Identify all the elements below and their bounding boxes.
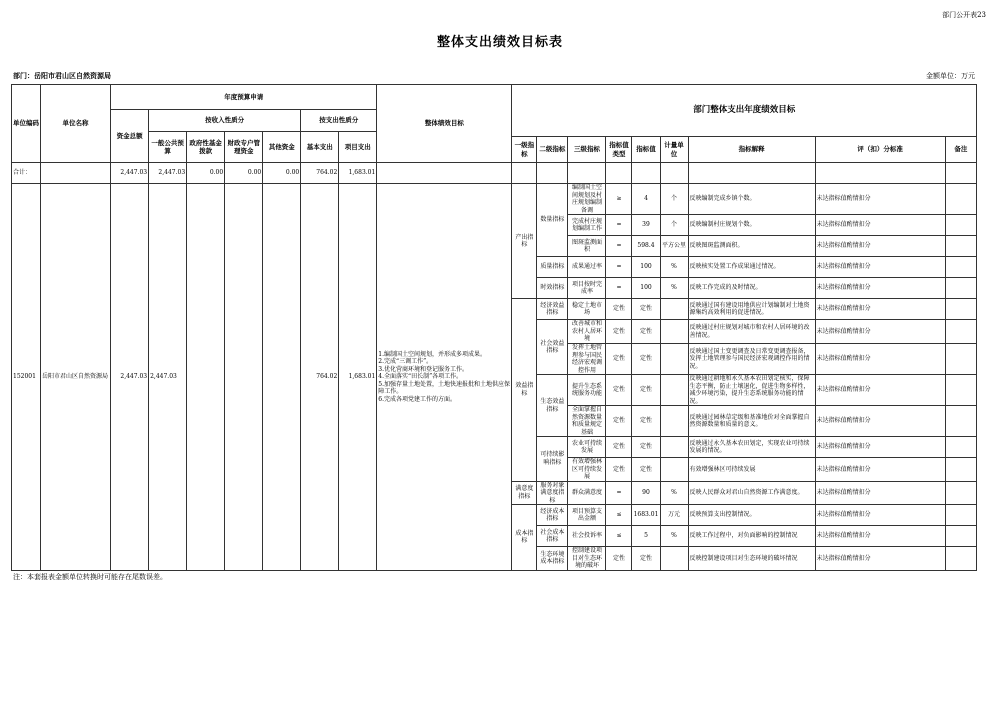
type-cell: ≤ xyxy=(606,526,632,547)
value-cell: 39 xyxy=(632,215,660,236)
l2-timeliness: 时效指标 xyxy=(537,278,568,299)
amount-unit-label: 金额单位：万元 xyxy=(926,72,975,80)
remark-cell xyxy=(945,236,976,257)
explanation-cell: 反映工作完成的及时情况。 xyxy=(688,278,815,299)
unit-cell: 个 xyxy=(660,215,688,236)
l1-benefit: 效益指标 xyxy=(512,299,537,482)
col-fiscal-special: 财政专户管理资金 xyxy=(225,132,263,163)
type-cell: ≥ xyxy=(606,184,632,215)
col-explanation: 指标解释 xyxy=(688,137,815,163)
l2-service-obj: 服务对象满意度指标 xyxy=(537,481,568,505)
remark-cell xyxy=(945,299,976,320)
explanation-cell: 反映图斑监测面积。 xyxy=(688,236,815,257)
col-by-income: 按收入性质分 xyxy=(149,110,301,132)
total-fiscal-special: 0.00 xyxy=(225,163,263,184)
footnote: 注：本套报表金额单位转换时可能存在尾数误差。 xyxy=(13,573,167,581)
page-title: 整体支出绩效目标表 xyxy=(436,35,563,50)
l3-cell: 图斑监测面积 xyxy=(568,236,606,257)
col-gov-fund: 政府性基金拨款 xyxy=(187,132,225,163)
unit-basic-expense: 764.02 xyxy=(301,184,339,571)
remark-cell xyxy=(945,458,976,482)
col-project-expense: 项目支出 xyxy=(339,132,377,163)
explanation-cell: 反映通过耕地和永久基本农田划定核实，保障生态平衡，防止土壤退化，促进生物多样性，减少环境污染，提升生态系统服务功能的情况。 xyxy=(688,375,815,406)
type-cell: 定性 xyxy=(606,375,632,406)
scoring-cell: 未达指标值酌情扣分 xyxy=(815,458,945,482)
remark-cell xyxy=(945,375,976,406)
unit-project-expense: 1,683.01 xyxy=(339,184,377,571)
scoring-cell: 未达指标值酌情扣分 xyxy=(815,299,945,320)
scoring-cell: 未达指标值酌情扣分 xyxy=(815,184,945,215)
value-cell: 定性 xyxy=(632,437,660,458)
type-cell: 定性 xyxy=(606,406,632,437)
col-scoring: 评（扣）分标准 xyxy=(815,137,945,163)
explanation-cell: 反映通过园林草定级和基准地价对全面掌握自然资源数量和质量的意义。 xyxy=(688,406,815,437)
l2-econ-cost: 经济成本指标 xyxy=(537,505,568,526)
value-cell: 100 xyxy=(632,278,660,299)
col-level1: 一级指标 xyxy=(512,137,537,163)
table-number-tag: 部门公开表23 xyxy=(942,11,986,19)
l3-cell: 编制国土空间规划及村庄规划编制备调 xyxy=(568,184,606,215)
explanation-cell: 反映通过国土变更调查及日常变更调查报备，发挥土地管理参与国民经济宏观调控作用的情况。 xyxy=(688,344,815,375)
scoring-cell: 未达指标值酌情扣分 xyxy=(815,481,945,505)
overall-target-text: 1.编制国土空间规划，并形成多项成果。 2.完成“三调工作”。 3.优化营商环境和登记服务工作。 4.全面落实“田长制”各项工作。 5.加强存量土地处置，土地快速报批和土地供应保障工作。 6.完成各项党建工作的方面。 xyxy=(377,184,512,571)
col-measure-unit: 计量单位 xyxy=(660,137,688,163)
value-cell: 90 xyxy=(632,481,660,505)
remark-cell xyxy=(945,406,976,437)
l1-cost: 成本指标 xyxy=(512,505,537,571)
remark-cell xyxy=(945,344,976,375)
type-cell: 定性 xyxy=(606,299,632,320)
l3-cell: 项目按时完成率 xyxy=(568,278,606,299)
unit-name: 岳阳市君山区自然资源局 xyxy=(41,184,111,571)
l3-cell: 改善城市和农村人居环境 xyxy=(568,320,606,344)
type-cell: = xyxy=(606,215,632,236)
total-funds: 2,447.03 xyxy=(111,163,149,184)
unit-cell xyxy=(660,437,688,458)
l3-cell: 有效增强林区可持续发展 xyxy=(568,458,606,482)
col-by-expense: 按支出性质分 xyxy=(301,110,377,132)
scoring-cell: 未达指标值酌情扣分 xyxy=(815,437,945,458)
scoring-cell: 未达指标值酌情扣分 xyxy=(815,406,945,437)
explanation-cell: 反映编制村庄规划个数。 xyxy=(688,215,815,236)
unit-cell xyxy=(660,320,688,344)
department-label: 部门：岳阳市君山区自然资源局 xyxy=(13,71,111,80)
remark-cell xyxy=(945,278,976,299)
type-cell: = xyxy=(606,236,632,257)
l3-cell: 提升生态系统服务功能 xyxy=(568,375,606,406)
performance-target-table xyxy=(11,84,977,571)
unit-code: 152001 xyxy=(12,184,41,571)
value-cell: 定性 xyxy=(632,547,660,571)
remark-cell xyxy=(945,526,976,547)
explanation-cell: 反映工作过程中，对负面影响的控制情况 xyxy=(688,526,815,547)
col-basic-expense: 基本支出 xyxy=(301,132,339,163)
l2-economic: 经济效益指标 xyxy=(537,299,568,320)
col-unit-name: 单位名称 xyxy=(41,85,111,163)
value-cell: 100 xyxy=(632,257,660,278)
scoring-cell: 未达指标值酌情扣分 xyxy=(815,526,945,547)
col-remark: 备注 xyxy=(945,137,976,163)
remark-cell xyxy=(945,257,976,278)
l2-quantity: 数量指标 xyxy=(537,184,568,257)
unit-cell: % xyxy=(660,481,688,505)
l2-social: 社会效益指标 xyxy=(537,320,568,375)
total-label: 合计： xyxy=(12,163,41,184)
value-cell: 5 xyxy=(632,526,660,547)
col-total-funds: 资金总额 xyxy=(111,110,149,163)
scoring-cell: 未达指标值酌情扣分 xyxy=(815,257,945,278)
type-cell: ≤ xyxy=(606,505,632,526)
remark-cell xyxy=(945,320,976,344)
type-cell: = xyxy=(606,278,632,299)
l3-cell: 项目预算支出金额 xyxy=(568,505,606,526)
unit-cell: 个 xyxy=(660,184,688,215)
l3-cell: 社会投诉率 xyxy=(568,526,606,547)
table-row xyxy=(12,184,977,215)
l3-cell: 群众满意度 xyxy=(568,481,606,505)
col-level3: 三级指标 xyxy=(568,137,606,163)
total-project: 1,683.01 xyxy=(339,163,377,184)
value-cell: 定性 xyxy=(632,299,660,320)
l2-ecological: 生态效益指标 xyxy=(537,375,568,437)
col-other-funds: 其他资金 xyxy=(263,132,301,163)
type-cell: 定性 xyxy=(606,437,632,458)
type-cell: 定性 xyxy=(606,320,632,344)
value-cell: 定性 xyxy=(632,458,660,482)
total-other: 0.00 xyxy=(263,163,301,184)
l3-cell: 成果通过率 xyxy=(568,257,606,278)
explanation-cell: 反映核实处置工作成果通过情况。 xyxy=(688,257,815,278)
scoring-cell: 未达指标值酌情扣分 xyxy=(815,375,945,406)
unit-total-funds: 2,447.03 xyxy=(111,184,149,571)
unit-cell xyxy=(660,344,688,375)
value-cell: 定性 xyxy=(632,406,660,437)
l2-sustainable: 可持续影响指标 xyxy=(537,437,568,482)
explanation-cell: 反映人民群众对君山自然资源工作满意度。 xyxy=(688,481,815,505)
unit-cell: % xyxy=(660,278,688,299)
unit-cell xyxy=(660,375,688,406)
value-cell: 598.4 xyxy=(632,236,660,257)
unit-cell xyxy=(660,299,688,320)
l3-cell: 控制建设项目对生态环境的破坏 xyxy=(568,547,606,571)
l1-satisfaction: 满意度指标 xyxy=(512,481,537,505)
total-gov-fund: 0.00 xyxy=(187,163,225,184)
unit-cell xyxy=(660,458,688,482)
value-cell: 1683.01 xyxy=(632,505,660,526)
total-basic: 764.02 xyxy=(301,163,339,184)
type-cell: = xyxy=(606,481,632,505)
unit-cell: % xyxy=(660,526,688,547)
type-cell: = xyxy=(606,257,632,278)
explanation-cell: 有效增强林区可持续发展 xyxy=(688,458,815,482)
l2-eco-cost: 生态环境成本指标 xyxy=(537,547,568,571)
remark-cell xyxy=(945,505,976,526)
col-general-public: 一般公共预算 xyxy=(149,132,187,163)
value-cell: 4 xyxy=(632,184,660,215)
col-value-type: 指标值类型 xyxy=(606,137,632,163)
unit-cell: % xyxy=(660,257,688,278)
remark-cell xyxy=(945,437,976,458)
remark-cell xyxy=(945,481,976,505)
l3-cell: 发挥土地管理参与国民经济宏观调控作用 xyxy=(568,344,606,375)
total-general-public: 2,447.03 xyxy=(149,163,187,184)
l3-cell: 农业可持续发展 xyxy=(568,437,606,458)
explanation-cell: 反映通过国有建设用地供应计划编制对土地资源集约高效利用的促进情况。 xyxy=(688,299,815,320)
unit-cell xyxy=(660,547,688,571)
total-row xyxy=(12,163,977,184)
unit-cell xyxy=(660,406,688,437)
col-unit-code: 单位编码 xyxy=(12,85,41,163)
l3-cell: 稳定土地市场 xyxy=(568,299,606,320)
explanation-cell: 反映通过村庄规划对城市和农村人居环境的改善情况。 xyxy=(688,320,815,344)
scoring-cell: 未达指标值酌情扣分 xyxy=(815,236,945,257)
col-value: 指标值 xyxy=(632,137,660,163)
scoring-cell: 未达指标值酌情扣分 xyxy=(815,344,945,375)
col-annual-budget: 年度预算申请 xyxy=(111,85,377,110)
l3-cell: 完成村庄规划编制工作 xyxy=(568,215,606,236)
value-cell: 定性 xyxy=(632,375,660,406)
type-cell: 定性 xyxy=(606,458,632,482)
col-dept-target: 部门整体支出年度绩效目标 xyxy=(512,85,977,137)
remark-cell xyxy=(945,215,976,236)
explanation-cell: 反映预算支出控制情况。 xyxy=(688,505,815,526)
value-cell: 定性 xyxy=(632,344,660,375)
scoring-cell: 未达指标值酌情扣分 xyxy=(815,278,945,299)
col-overall-target: 整体绩效目标 xyxy=(377,85,512,163)
scoring-cell: 未达指标值酌情扣分 xyxy=(815,505,945,526)
value-cell: 定性 xyxy=(632,320,660,344)
remark-cell xyxy=(945,547,976,571)
l2-social-cost: 社会成本指标 xyxy=(537,526,568,547)
type-cell: 定性 xyxy=(606,547,632,571)
unit-general-public: 2,447.03 xyxy=(149,184,187,571)
type-cell: 定性 xyxy=(606,344,632,375)
col-level2: 二级指标 xyxy=(537,137,568,163)
scoring-cell: 未达指标值酌情扣分 xyxy=(815,547,945,571)
explanation-cell: 反映编制完成乡镇个数。 xyxy=(688,184,815,215)
l1-output: 产出指标 xyxy=(512,184,537,299)
explanation-cell: 反映通过永久基本农田划定，实现农业可持续发展的情况。 xyxy=(688,437,815,458)
unit-cell: 平方公里 xyxy=(660,236,688,257)
l2-quality: 质量指标 xyxy=(537,257,568,278)
unit-cell: 万元 xyxy=(660,505,688,526)
explanation-cell: 反映控制建设项目对生态环境的破坏情况 xyxy=(688,547,815,571)
remark-cell xyxy=(945,184,976,215)
l3-cell: 全面掌握自然资源数量和质量规定基础 xyxy=(568,406,606,437)
scoring-cell: 未达指标值酌情扣分 xyxy=(815,320,945,344)
scoring-cell: 未达指标值酌情扣分 xyxy=(815,215,945,236)
